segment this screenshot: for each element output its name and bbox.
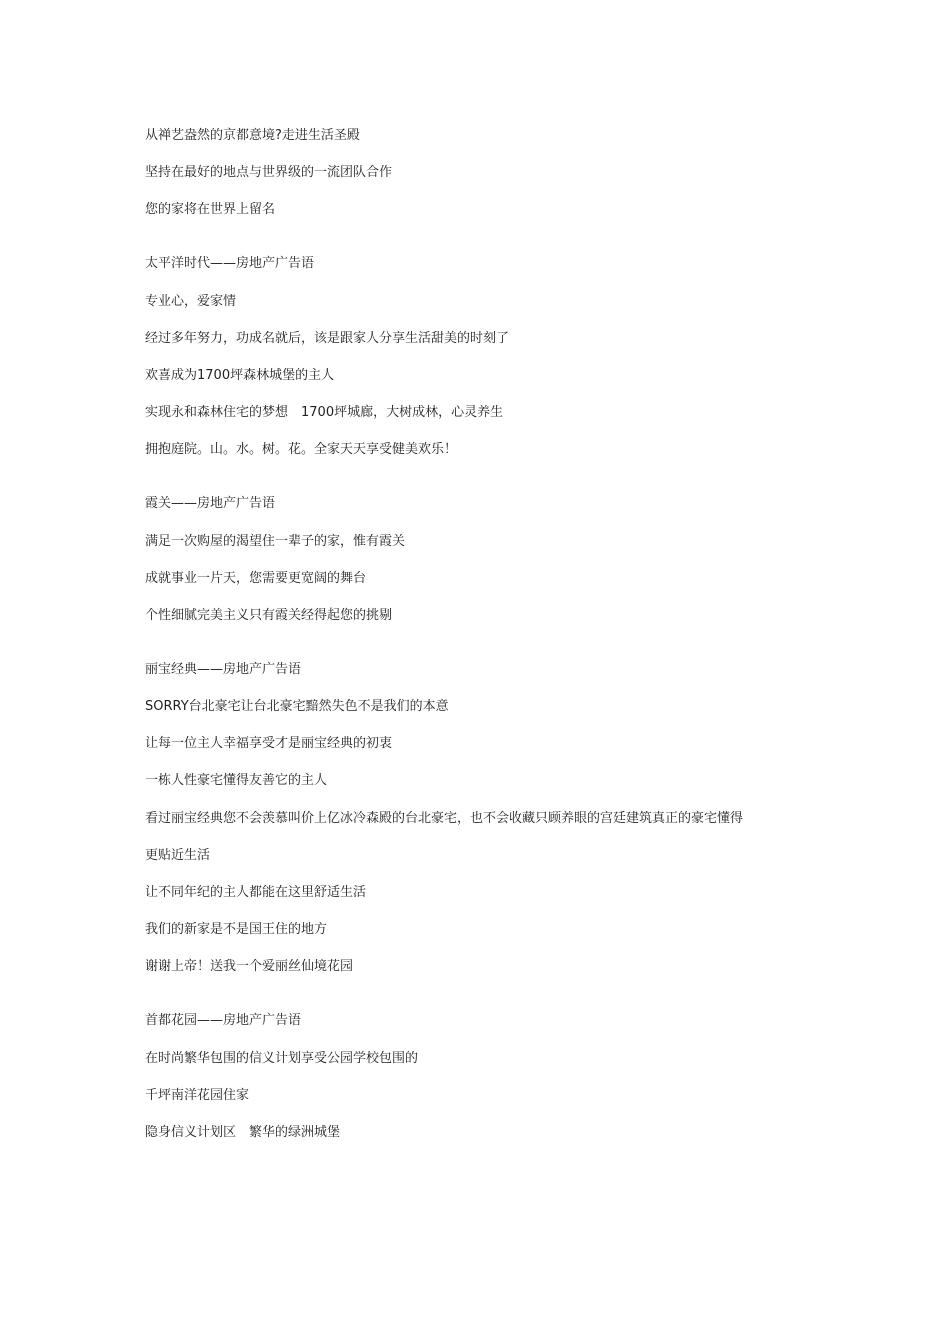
text-line: 千坪南洋花园住家 [145, 1087, 250, 1103]
text-line: 满足一次购屋的渴望住一辈子的家，惟有霞关 [145, 533, 406, 549]
section-heading: 丽宝经典——房地产广告语 [145, 661, 302, 677]
section-heading: 太平洋时代——房地产广告语 [145, 256, 315, 272]
text-line: 个性细腻完美主义只有霞关经得起您的挑剔 [145, 607, 393, 623]
document-page [145, 127, 845, 1161]
text-line: 我们的新家是不是国王住的地方 [145, 922, 328, 938]
text-line: SORRY台北豪宅让台北豪宅黯然失色不是我们的本意 [145, 699, 449, 715]
text-line: 成就事业一片天，您需要更宽阔的舞台 [145, 570, 367, 586]
text-line: 让每一位主人幸福享受才是丽宝经典的初衷 [145, 736, 393, 752]
text-line: 看过丽宝经典您不会羡慕叫价上亿冰冷森殿的台北豪宅，也不会收藏只顾养眼的宫廷建筑真正的豪宅懂得 [145, 810, 744, 826]
section-heading: 首都花园——房地产广告语 [145, 1013, 302, 1029]
section-heading: 霞关——房地产广告语 [145, 496, 276, 512]
text-line: 更贴近生活 [145, 847, 211, 863]
text-line: 谢谢上帝！送我一个爱丽丝仙境花园 [145, 959, 354, 975]
text-line: 欢喜成为1700坪森林城堡的主人 [145, 367, 335, 383]
text-line: 专业心，爱家情 [145, 293, 237, 309]
text-line: 隐身信义计划区 繁华的绿洲城堡 [145, 1124, 341, 1140]
text-line: 坚持在最好的地点与世界级的一流团队合作 [145, 165, 393, 181]
text-line: 实现永和森林住宅的梦想 1700坪城廊，大树成林，心灵养生 [145, 405, 504, 421]
text-line: 从禅艺盎然的京都意境?走进生活圣殿 [145, 128, 360, 143]
text-line: 一栋人性豪宅懂得友善它的主人 [145, 773, 328, 789]
text-line: 拥抱庭院。山。水。树。花。全家天天享受健美欢乐！ [145, 442, 458, 458]
text-line: 让不同年纪的主人都能在这里舒适生活 [145, 885, 367, 900]
text-line: 您的家将在世界上留名 [145, 202, 276, 218]
text-line: 在时尚繁华包围的信义计划享受公园学校包围的 [145, 1050, 419, 1066]
text-line: 经过多年努力，功成名就后，该是跟家人分享生活甜美的时刻了 [145, 330, 510, 346]
